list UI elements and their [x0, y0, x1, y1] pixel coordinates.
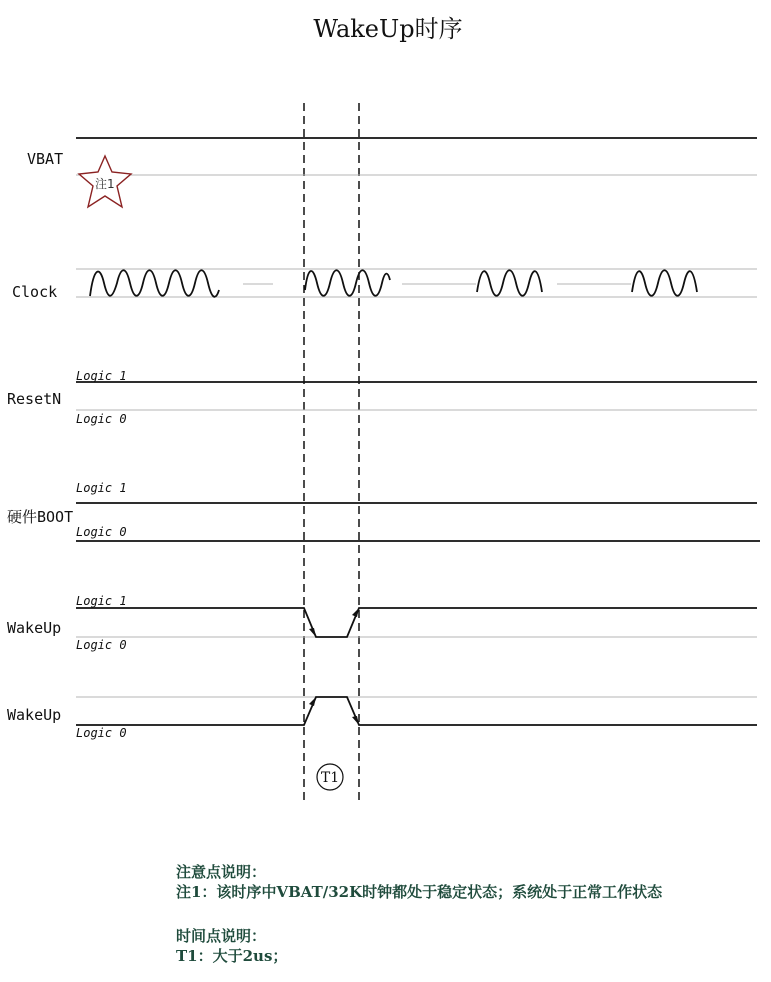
- notes-heading: 注意点说明：: [176, 863, 267, 881]
- clock-label: Clock: [12, 283, 58, 301]
- clock-wave-2: [305, 270, 390, 296]
- wakeup2-logic0-label: Logic 0: [76, 726, 127, 740]
- timing-note-t1: T1：大于2us；: [176, 947, 288, 965]
- wakeup1-rise-arrow-icon: [352, 608, 359, 617]
- wakeup1-logic1-label: Logic 1: [76, 594, 127, 608]
- vbat-label: VBAT: [27, 150, 64, 168]
- boot-logic1-label: Logic 1: [76, 481, 127, 495]
- diagram-title: WakeUp时序: [313, 15, 463, 43]
- wakeup2-label: WakeUp: [7, 706, 62, 724]
- boot-logic0-label: Logic 0: [76, 525, 127, 539]
- t1-label: T1: [320, 770, 340, 786]
- wakeup1-label: WakeUp: [7, 619, 62, 637]
- wakeup1-logic0-label: Logic 0: [76, 638, 127, 652]
- note-1: 注1：该时序中VBAT/32K时钟都处于稳定状态；系统处于正常工作状态: [176, 883, 663, 901]
- wakeup1-waveform: [76, 608, 757, 637]
- star-note-label: 注1: [95, 177, 115, 191]
- timing-heading: 时间点说明：: [176, 927, 267, 945]
- resetn-logic0-label: Logic 0: [76, 412, 127, 426]
- wakeup2-fall-arrow-icon: [352, 716, 359, 725]
- wakeup2-waveform: [76, 697, 757, 725]
- note-star-icon: [79, 156, 131, 207]
- clock-wave-4: [632, 270, 697, 296]
- resetn-logic1-label: Logic 1: [76, 369, 127, 383]
- clock-wave-3: [477, 270, 542, 296]
- boot-label: 硬件BOOT: [7, 508, 74, 526]
- wakeup2-rise-arrow-icon: [309, 697, 316, 706]
- resetn-label: ResetN: [7, 390, 62, 408]
- clock-wave-1: [90, 270, 219, 297]
- wakeup1-fall-arrow-icon: [309, 628, 316, 637]
